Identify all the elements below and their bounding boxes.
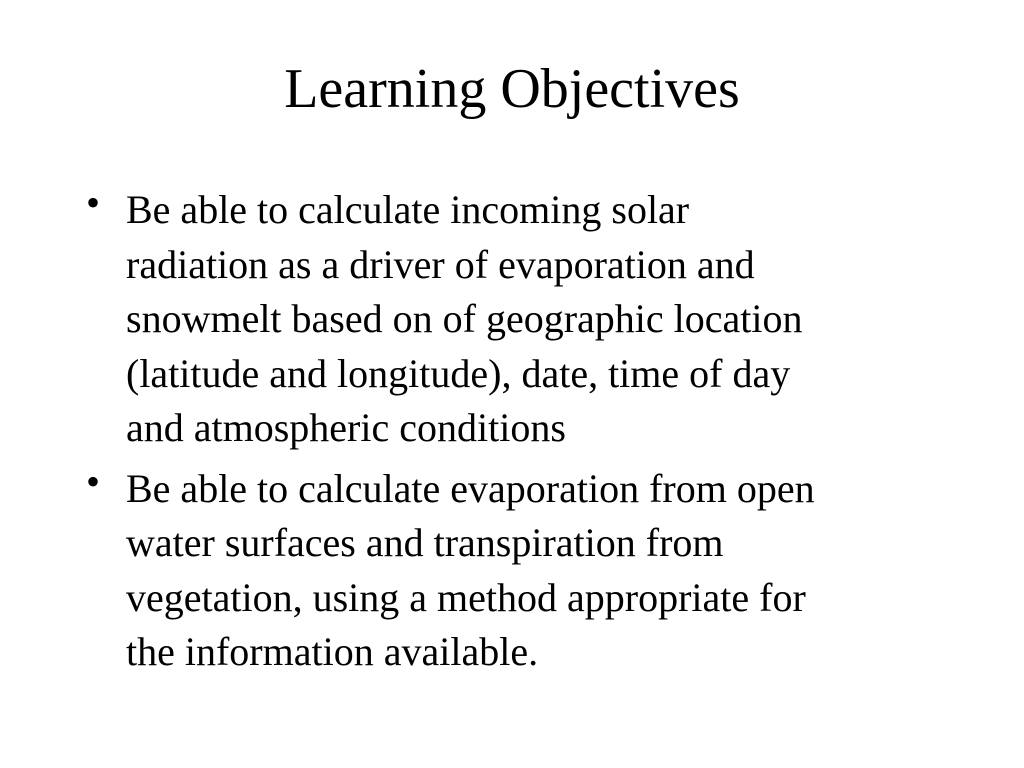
bullet-line: and atmospheric conditions [126, 405, 566, 450]
bullet-icon: • [86, 458, 101, 504]
bullet-line: (latitude and longitude), date, time of day [126, 350, 791, 396]
objectives-list [80, 180, 940, 686]
list-item [80, 180, 940, 456]
slide-title: Learning Objectives [284, 58, 740, 120]
bullet-line: the information available. [126, 629, 539, 674]
bullet-line: radiation as a driver of evaporation and [126, 241, 755, 287]
bullet-line: water surfaces and transpiration from [126, 520, 724, 565]
bullet-line: Be able to calculate evaporation from open [126, 465, 815, 511]
bullet-line: vegetation, using a method appropriate for [126, 574, 806, 620]
bullet-icon: • [86, 180, 101, 225]
bullet-line: snowmelt based on of geographic location [126, 296, 803, 341]
bullet-line: Be able to calculate incoming solar [126, 187, 690, 232]
list-item [80, 458, 940, 680]
